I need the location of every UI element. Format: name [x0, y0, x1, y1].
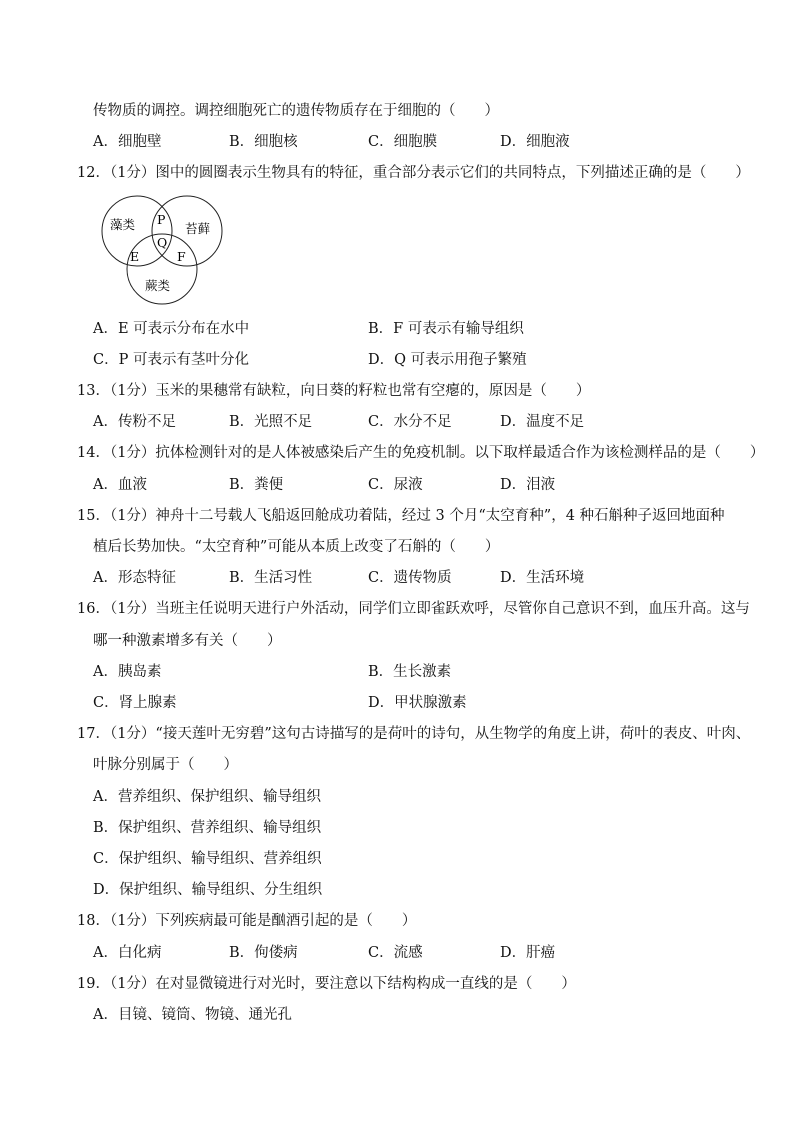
q17-stem-line2: 叶脉分别属于（ ）	[93, 757, 238, 773]
q11-stem-continuation: 传物质的调控。调控细胞死亡的遗传物质存在于细胞的（ ）	[93, 103, 499, 119]
q15-option-a[interactable]: A．形态特征	[93, 570, 176, 586]
q17-option-c[interactable]: C．保护组织、输导组织、营养组织	[93, 851, 322, 867]
q16-option-a[interactable]: A．胰岛素	[93, 664, 162, 680]
q16-option-c[interactable]: C．肾上腺素	[93, 695, 177, 711]
q14-option-c[interactable]: C．尿液	[368, 477, 423, 493]
q15-option-c[interactable]: C．遗传物质	[368, 570, 452, 586]
q16-option-b[interactable]: B．生长激素	[368, 664, 452, 680]
q19-option-a[interactable]: A．目镜、镜筒、物镜、通光孔	[93, 1007, 292, 1023]
q13-option-d[interactable]: D．温度不足	[500, 414, 585, 430]
q14-option-a[interactable]: A．血液	[93, 477, 147, 493]
q15-stem-line2: 植后长势加快。“太空育种”可能从本质上改变了石斛的（ ）	[93, 539, 500, 555]
q12-option-d[interactable]: D．Q 可表示用孢子繁殖	[368, 352, 527, 368]
q12-option-c[interactable]: C．P 可表示有茎叶分化	[93, 352, 249, 368]
q15-option-d[interactable]: D．生活环境	[500, 570, 585, 586]
q14-option-d[interactable]: D．泪液	[500, 477, 556, 493]
q13-option-c[interactable]: C．水分不足	[368, 414, 452, 430]
venn-label-algae: 藻类	[110, 217, 136, 232]
venn-region-e: E	[130, 249, 140, 264]
q11-option-d[interactable]: D．细胞液	[500, 134, 570, 150]
q13-option-a[interactable]: A．传粉不足	[93, 414, 176, 430]
q18-option-c[interactable]: C．流感	[368, 945, 423, 961]
venn-label-fern: 蕨类	[145, 278, 171, 293]
venn-region-f: F	[177, 249, 186, 264]
venn-region-q: Q	[157, 235, 168, 250]
q18-option-b[interactable]: B．佝偻病	[229, 945, 298, 961]
q17-option-a[interactable]: A．营养组织、保护组织、输导组织	[93, 789, 321, 805]
q16-stem-line2: 哪一种激素增多有关（ ）	[93, 633, 282, 649]
q11-option-c[interactable]: C．细胞膜	[368, 134, 438, 150]
q18-option-d[interactable]: D．肝癌	[500, 945, 556, 961]
q12-option-a[interactable]: A．E 可表示分布在水中	[93, 321, 250, 337]
q12-stem: 12．（1分）图中的圆圈表示生物具有的特征，重合部分表示它们的共同特点，下列描述正确的是（ ）	[77, 165, 750, 181]
q14-stem: 14．（1分）抗体检测针对的是人体被感染后产生的免疫机制。以下取样最适合作为该检测样品的是（ ）	[77, 445, 765, 461]
q11-option-a[interactable]: A．细胞壁	[93, 134, 162, 150]
q15-option-b[interactable]: B．生活习性	[229, 570, 313, 586]
venn-region-p: P	[157, 212, 166, 227]
venn-label-moss: 苔藓	[185, 221, 211, 236]
q16-option-d[interactable]: D．甲状腺激素	[368, 695, 467, 711]
q17-option-d[interactable]: D．保护组织、输导组织、分生组织	[93, 882, 323, 898]
q15-stem-line1: 15．（1分）神舟十二号载人飞船返回舱成功着陆，经过 3 个月“太空育种”，4 种石斛种子返回地面种	[77, 508, 725, 524]
q16-stem-line1: 16．（1分）当班主任说明天进行户外活动，同学们立即雀跃欢呼，尽管你自己意识不到，血压升高。这与	[77, 601, 750, 617]
q17-stem-line1: 17．（1分）“接天莲叶无穷碧”这句古诗描写的是荷叶的诗句，从生物学的角度上讲，荷叶的表皮、叶肉、	[77, 726, 751, 742]
q13-stem: 13．（1分）玉米的果穗常有缺粒，向日葵的籽粒也常有空瘪的，原因是（ ）	[77, 383, 591, 399]
venn-diagram	[93, 194, 228, 306]
q18-stem: 18．（1分）下列疾病最可能是酗酒引起的是（ ）	[77, 913, 417, 929]
q19-stem: 19．（1分）在对显微镜进行对光时，要注意以下结构构成一直线的是（ ）	[77, 976, 576, 992]
q18-option-a[interactable]: A．白化病	[93, 945, 162, 961]
q13-option-b[interactable]: B．光照不足	[229, 414, 313, 430]
q12-option-b[interactable]: B．F 可表示有输导组织	[368, 321, 524, 337]
q17-option-b[interactable]: B．保护组织、营养组织、输导组织	[93, 820, 322, 836]
q11-option-b[interactable]: B．细胞核	[229, 134, 298, 150]
q14-option-b[interactable]: B．粪便	[229, 477, 284, 493]
